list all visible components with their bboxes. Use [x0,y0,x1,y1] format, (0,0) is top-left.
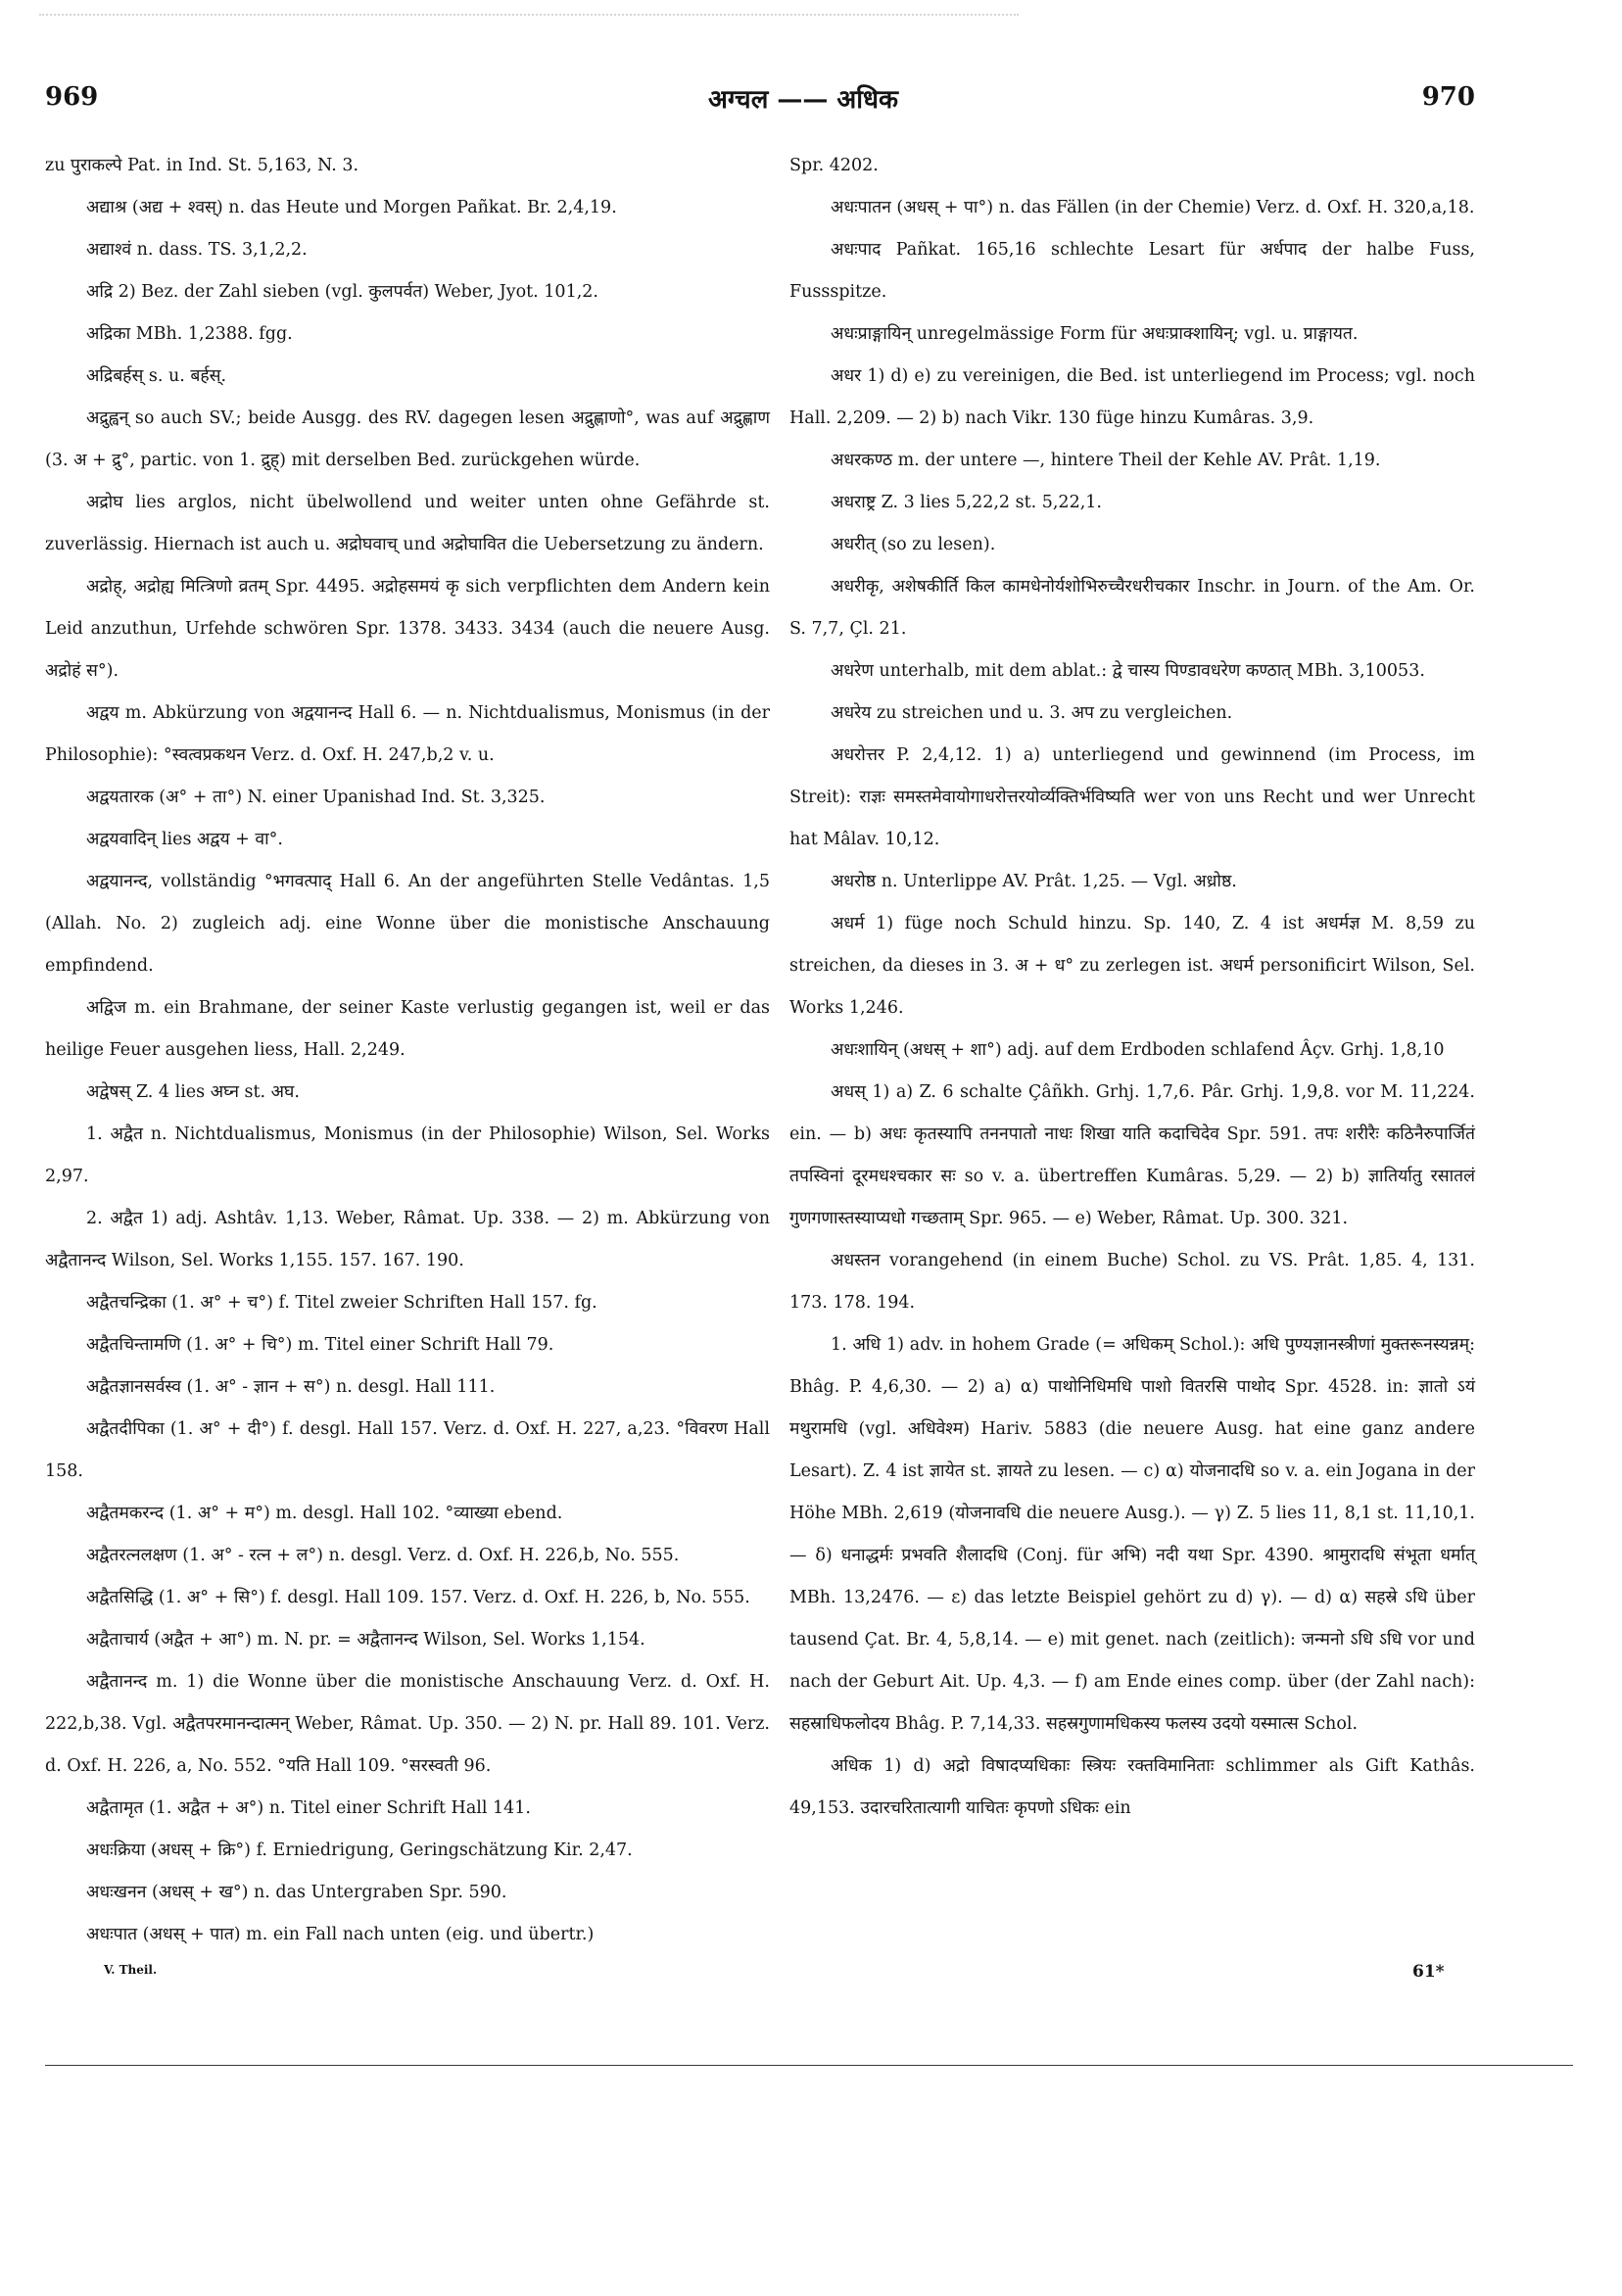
dictionary-entry: zu पुराकल्पे Pat. in Ind. St. 5,163, N. 3. [45,156,359,175]
dictionary-entry: 1. अधि 1) adv. in hohem Grade (= अधिकम् Schol.): अधि पुण्यज्ञानस्त्रीणां मुक्तरूनस्यन्नम्: Bhâg. P. 4,6,30. — 2) a) α) पाथोनिधिमधि पाशो वितरसि पाथोद Spr. 4528. in: ज्ञातो ऽयं मथुरामधि (vgl. अधिवेश्म) Hariv. 5883 (die neuere Ausg. hat eine ganz andere Lesart). Z. 4 ist ज्ञायेत st. ज्ञायते zu lesen. — c) α) योजनादधि so v. a. ein Jogana in der Höhe MBh. 2,619 (योजनावधि die neuere Ausg.). — γ) Z. 5 lies 11, 8,1 st. 11,10,1. — δ) धनाद्धर्मः प्रभवति शैलादधि (Conj. für अभि) नदी यथा Spr. 4390. श्रामुरादधि संभूता धर्मात् MBh. 13,2476. — ε) das letzte Beispiel gehört zu d) γ). — d) α) सहस्रे ऽधि über tausend Çat. Br. 4, 5,8,14. — e) mit genet. nach (zeitlich): जन्मनो ऽधि ऽधि vor und nach der Geburt Ait. Up. 4,3. — f) am Ende eines comp. über (der Zahl nach): सहस्राधिफलोदय Bhâg. P. 7,14,33. सहस्रगुणामधिकस्य फलस्य उदयो यस्मात्स Schol. [789,1335,1475,1734]
dictionary-entry: अद्वैताचार्य (अद्वैत + आ°) m. N. pr. = अद्वैतानन्द Wilson, Sel. Works 1,154. [86,1630,645,1650]
dictionary-entry: अधरीकृ, अशेषकीर्ति किल कामधेनोर्यशोभिरुच्चैरधरीचकार Inschr. in Journ. of the Am. Or. S. 7,7, Çl. 21. [789,577,1475,639]
dictionary-entry: अद्वय m. Abkürzung von अद्वयानन्द Hall 6. — n. Nichtdualismus, Monismus (in der Philosophie): °स्वत्वप्रकथन Verz. d. Oxf. H. 247,b,2 v. u. [45,703,770,765]
dictionary-entry: अद्वैतचिन्तामणि (1. अ° + चि°) m. Titel einer Schrift Hall 79. [86,1335,554,1355]
dictionary-entry: अद्वयानन्द, vollständig °भगवत्पाद् Hall 6. An der angeführten Stelle Vedântas. 1,5 (Allah. No. 2) zugleich adj. eine Wonne über die monistische Anschauung empfindend. [45,872,770,976]
dictionary-entry: अद्रोघ lies arglos, nicht übelwollend und weiter unten ohne Gefährde st. zuverlässig. Hiernach ist auch u. अद्रोघवाच् und अद्रोघावित die Uebersetzung zu ändern. [45,493,770,554]
dictionary-entry: अधराष्ट्र Z. 3 lies 5,22,2 st. 5,22,1. [831,493,1102,512]
dictionary-entry: अद्रि 2) Bez. der Zahl sieben (vgl. कुलपर्वत) Weber, Jyot. 101,2. [86,282,598,302]
page-number-left: 969 [45,82,99,112]
dictionary-entry: अधरेण unterhalb, mit dem ablat.: द्वे चास्य पिण्डावधरेण कण्ठात् MBh. 3,10053. [831,661,1425,681]
dictionary-entry: अधःपात (अधस् + पात) m. ein Fall nach unten (eig. und übertr.) [86,1925,595,1944]
dictionary-entry: अधर्म 1) füge noch Schuld hinzu. Sp. 140, Z. 4 ist अधर्मज्ञ M. 8,59 zu streichen, da dieses in 3. अ + ध° zu zerlegen ist. अधर्म personificirt Wilson, Sel. Works 1,246. [789,914,1475,1018]
dictionary-entry: अधस्तन vorangehend (in einem Buche) Schol. zu VS. Prât. 1,85. 4, 131. 173. 178. 194. [789,1251,1475,1313]
dictionary-entry: अधरोत्तर P. 2,4,12. 1) a) unterliegend und gewinnend (im Process, im Streit): राज्ञः समस्तमेवायोगाधरोत्तरयोर्व्यक्तिर्भविष्यति wer von uns Recht und wer Unrecht hat Mâlav. 10,12. [789,745,1475,849]
dictionary-entry: अद्याश्वं n. dass. TS. 3,1,2,2. [86,240,308,260]
dictionary-entry: अद्वैतदीपिका (1. अ° + दी°) f. desgl. Hall 157. Verz. d. Oxf. H. 227, a,23. °विवरण Hall 158. [45,1419,770,1481]
dictionary-entry: अद्वेषस् Z. 4 lies अघ्न st. अघ. [86,1082,300,1102]
dictionary-entry: अधरकण्ठ m. der untere —, hintere Theil der Kehle AV. Prât. 1,19. [831,451,1381,470]
dictionary-entry: अद्रिबर्हस् s. u. बर्हस्. [86,366,227,386]
dictionary-entry: अद्याश्र (अद्य + श्वस्) n. das Heute und Morgen Pañkat. Br. 2,4,19. [86,198,617,217]
dictionary-entry: अधरेय zu streichen und u. 3. अप zu vergleichen. [831,703,1233,723]
right-column [789,145,1475,1830]
dictionary-entry: अद्वयवादिन् lies अद्वय + वा°. [86,830,283,849]
dictionary-entry: अधःप्राङ्गायिन् unregelmässige Form für अधःप्राक्शायिन्; vgl. u. प्राङ्गायत. [831,324,1359,344]
dictionary-entry: अधिक 1) d) अद्रो विषादप्यधिकाः स्त्रियः रक्तविमानिताः schlimmer als Gift Kathâs. 49,153. उदारचरितात्यागी याचितः कृपणो ऽधिकः ein [789,1756,1475,1818]
dictionary-entry: अधःखनन (अधस् + ख°) n. das Untergraben Spr. 590. [86,1883,507,1902]
dictionary-entry: अधर 1) d) e) zu vereinigen, die Bed. ist unterliegend im Process; vgl. noch Hall. 2,209. — 2) b) nach Vikr. 130 füge hinzu Kumâras. 3,9. [789,366,1475,428]
dictionary-entry: 1. अद्वैत n. Nichtdualismus, Monismus (in der Philosophie) Wilson, Sel. Works 2,97. [45,1124,770,1186]
dictionary-entry: अधःशायिन् (अधस् + शा°) adj. auf dem Erdboden schlafend Âçv. Grhj. 1,8,10 [831,1040,1445,1060]
dictionary-entry: अद्वयतारक (अ° + ता°) N. einer Upanishad Ind. St. 3,325. [86,788,546,807]
dictionary-entry: अद्वैतमकरन्द (1. अ° + म°) m. desgl. Hall 102. °व्याख्या ebend. [86,1504,563,1523]
dictionary-entry: अद्वैतरत्नलक्षण (1. अ° - रत्न + ल°) n. desgl. Verz. d. Oxf. H. 226,b, No. 555. [86,1546,680,1565]
left-column [45,145,770,1956]
dictionary-entry: अद्रुह्वन् so auch SV.; beide Ausgg. des RV. dagegen lesen अद्रुह्णाणो°, was auf अद्रुह्णाण (3. अ + द्रु°, partic. von 1. द्रुह्) mit derselben Bed. zurückgehen würde. [45,408,770,470]
dictionary-entry: अधस् 1) a) Z. 6 schalte Çâñkh. Grhj. 1,7,6. Pâr. Grhj. 1,9,8. vor M. 11,224. ein. — b) अधः कृतस्यापि तननपातो नाधः शिखा याति कदाचिदेव Spr. 591. तपः शरीरैः कठिनैरुपार्जितं तपस्विनां दूरमधश्चकार सः so v. a. übertreffen Kumâras. 5,29. — 2) b) ज्ञातिर्यातु रसातलं गुणगणास्तस्याप्यधो गच्छताम् Spr. 965. — e) Weber, Râmat. Up. 300. 321. [789,1082,1475,1228]
scan-artifact [39,14,1019,22]
dictionary-entry: 2. अद्वैत 1) adj. Ashtâv. 1,13. Weber, Râmat. Up. 338. — 2) m. Abkürzung von अद्वैतानन्द Wilson, Sel. Works 1,155. 157. 167. 190. [45,1209,770,1270]
dictionary-entry: अधःपातन (अधस् + पा°) n. das Fällen (in der Chemie) Verz. d. Oxf. H. 320,a,18. [831,198,1475,217]
page-number-right: 970 [1421,82,1475,112]
dictionary-entry: Spr. 4202. [789,156,879,175]
dictionary-entry: अद्विज m. ein Brahmane, der seiner Kaste verlustig gegangen ist, weil er das heilige Feuer ausgehen liess, Hall. 2,249. [45,998,770,1060]
dictionary-entry: अद्वैतामृत (1. अद्वैत + अ°) n. Titel einer Schrift Hall 141. [86,1798,531,1818]
dictionary-entry: अधःपाद Pañkat. 165,16 schlechte Lesart für अर्धपाद der halbe Fuss, Fussspitze. [789,240,1475,302]
dictionary-entry: अधरीत् (so zu lesen). [831,535,996,554]
dictionary-entry: अधःक्रिया (अधस् + क्रि°) f. Erniedrigung, Geringschätzung Kir. 2,47. [86,1841,633,1860]
bottom-rule [45,2065,1573,2066]
dictionary-entry: अद्वैतानन्द m. 1) die Wonne über die monistische Anschauung Verz. d. Oxf. H. 222,b,38. Vgl. अद्वैतपरमानन्दात्मन् Weber, Râmat. Up. 350. — 2) N. pr. Hall 89. 101. Verz. d. Oxf. H. 226, a, No. 552. °यति Hall 109. °सरस्वती 96. [45,1672,770,1776]
dictionary-entry: अद्रिका MBh. 1,2388. fgg. [86,324,293,344]
running-header: अग्चल —— अधिक [708,85,898,115]
signature-mark: 61* [1412,1962,1445,1982]
volume-footnote: V. Theil. [104,1963,158,1977]
dictionary-entry: अद्वैतसिद्धि (1. अ° + सि°) f. desgl. Hall 109. 157. Verz. d. Oxf. H. 226, b, No. 555. [86,1588,750,1607]
dictionary-entry: अद्वैतज्ञानसर्वस्व (1. अ° - ज्ञान + स°) n. desgl. Hall 111. [86,1377,496,1397]
dictionary-entry: अद्रोह्, अद्रोह्य मित्त्रिणो व्रतम् Spr. 4495. अद्रोहसमयं कृ sich verpflichten dem Andern kein Leid anzuthun, Urfehde schwören Spr. 1378. 3433. 3434 (auch die neuere Ausg. अद्रोहं स°). [45,577,770,681]
dictionary-entry: अधरोष्ठ n. Unterlippe AV. Prât. 1,25. — Vgl. अध्रोष्ठ. [831,872,1237,891]
dictionary-entry: अद्वैतचन्द्रिका (1. अ° + च°) f. Titel zweier Schriften Hall 157. fg. [86,1293,597,1313]
